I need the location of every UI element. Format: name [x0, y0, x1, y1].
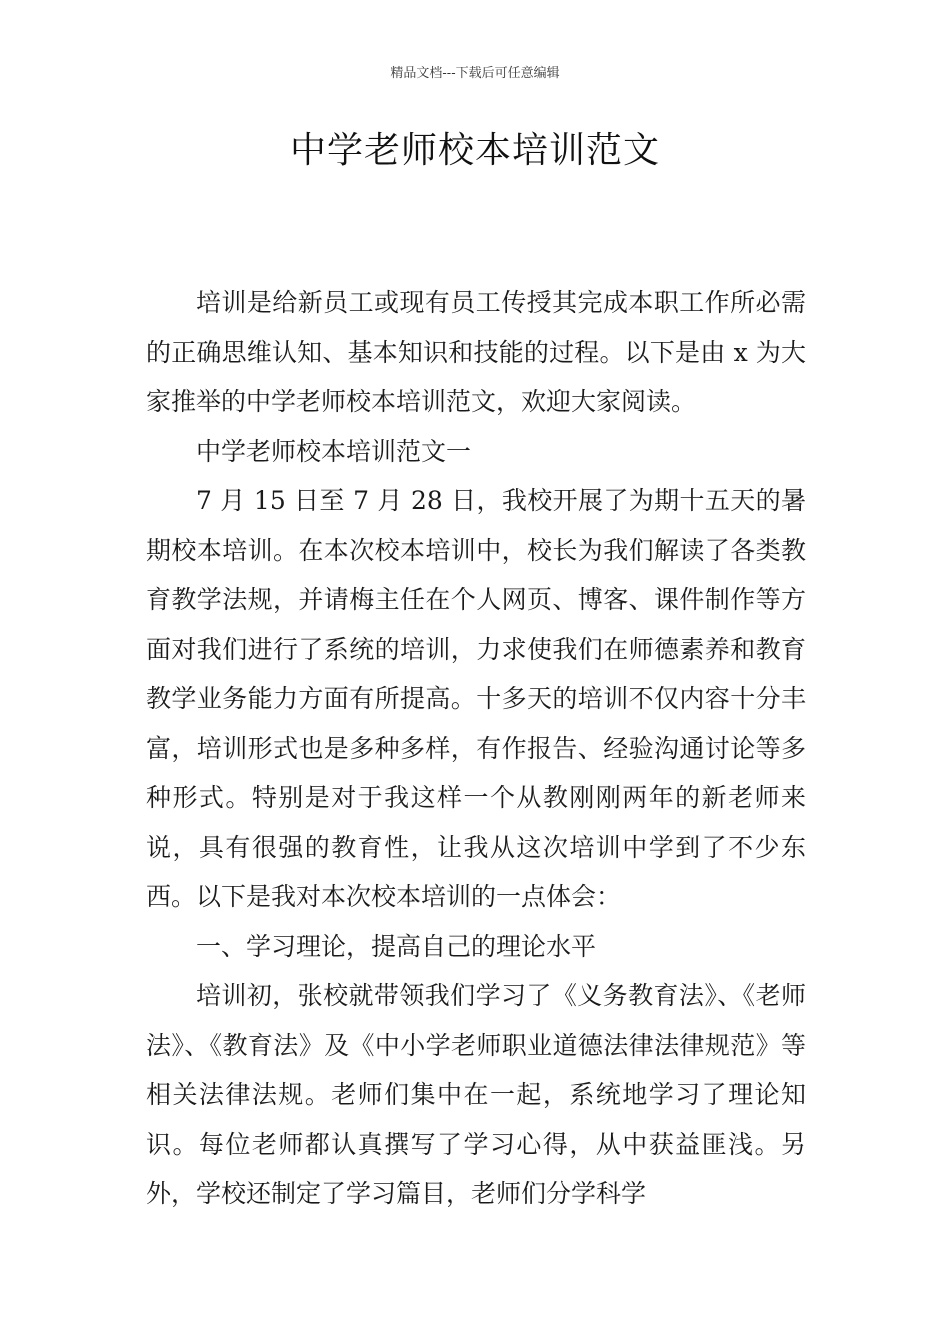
document-body	[146, 278, 806, 1219]
document-title: 中学老师校本培训范文	[289, 130, 660, 171]
section-heading-sample-one: 中学老师校本培训范文一	[196, 436, 472, 466]
header-note: 精品文档---下载后可任意编辑	[390, 66, 560, 81]
paragraph-intro: 培训是给新员工或现有员工传授其完成本职工作所必需的正确思维认知、基本知识和技能的过程。以下是由 x 为大家推举的中学老师校本培训范文，欢迎大家阅读。	[146, 288, 806, 416]
paragraph-theory-study: 培训初，张校就带领我们学习了《义务教育法》、《老师法》、《教育法》及《中小学老师职业道德法律法律规范》等相关法律法规。老师们集中在一起，系统地学习了理论知识。每位老师都认真撰写了学习心得，从中获益匪浅。另外，学校还制定了学习篇目，老师们分学科学	[146, 981, 806, 1208]
paragraph-training-overview: 7 月 15 日至 7 月 28 日，我校开展了为期十五天的暑期校本培训。在本次校本培训中，校长为我们解读了各类教育教学法规，并请梅主任在个人网页、博客、课件制作等方面对我们进行了系统的培训，力求使我们在师德素养和教育教学业务能力方面有所提高。十多天的培训不仅内容十分丰富，培训形式也是多种多样，有作报告、经验沟通讨论等多种形式。特别是对于我这样一个从教刚刚两年的新老师来说，具有很强的教育性，让我从这次培训中学到了不少东西。以下是我对本次校本培训的一点体会：	[146, 486, 806, 911]
section-heading-theory: 一、学习理论，提高自己的理论水平	[196, 931, 597, 961]
